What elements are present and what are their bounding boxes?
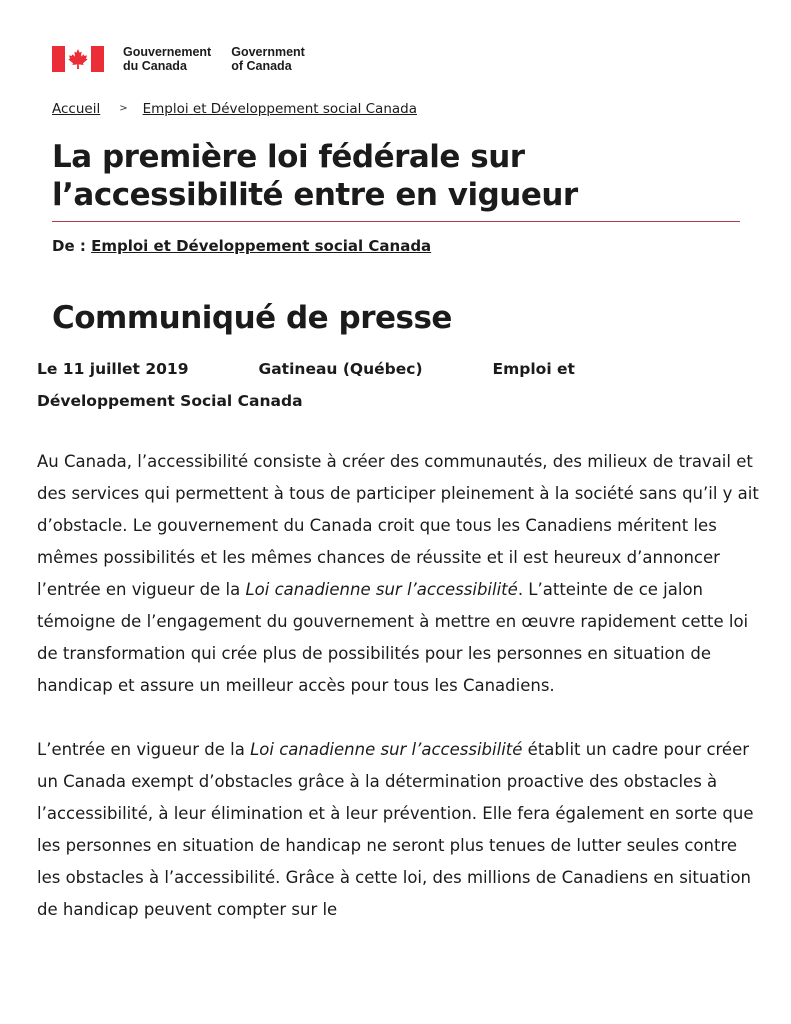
government-signature[interactable] [52,44,305,74]
title-divider [52,221,740,222]
p2-text-end: établit un cadre pour créer un Canada exempt d’obstacles grâce à la détermination proactive des obstacles à l’accessibilité, à leur élimination et à leur prévention. Elle fera également en sorte que les personnes en situation de handicap ne seront plus tenues de lutter seules contre les obstacles à l’accessibilité. Grâce à cette loi, des millions de Canadiens en situation de handicap peuvent compter sur le [37,740,754,919]
signature-french [123,45,211,73]
from-department-link[interactable]: Emploi et Développement social Canada [91,237,432,255]
p2-law-title: Loi canadienne sur l’accessibilité [250,740,523,759]
release-source: Emploi et Développement Social Canada [37,360,575,410]
breadcrumb-department-link[interactable]: Emploi et Développement social Canada [142,101,417,117]
section-title: Communiqué de presse [52,300,452,336]
p1-law-title: Loi canadienne sur l’accessibilité [245,580,518,599]
page-title: La première loi fédérale sur l’accessibilité entre en vigueur [52,139,578,213]
paragraph-2 [37,734,762,926]
canada-flag-icon [52,46,104,72]
release-place: Gatineau (Québec) [258,360,423,378]
p1-text-start: Au Canada, l’accessibilité consiste à créer des communautés, des milieux de travail et des services qui permettent à tous de participer pleinement à la société sans qu’il y ait d’obstacle. Le gouvernement du Canada croit que tous les Canadiens méritent les mêmes possibilités et les mêmes chances de réussite et il est heureux d’annoncer l’entrée en vigueur de la [37,452,759,599]
from-label: De : [52,237,86,255]
breadcrumb-home-link[interactable]: Accueil [52,101,101,117]
signature-en-line2: of Canada [231,59,292,73]
signature-fr-line2: du Canada [123,59,187,73]
dateline [37,353,717,417]
p1-text-end: . L’atteinte de ce jalon témoigne de l’engagement du gouvernement à mettre en œuvre rapidement cette loi de transformation qui crée plus de possibilités pour les personnes en situation de handicap et assure un meilleur accès pour tous les Canadiens. [37,580,749,695]
signature-en-line1: Government [231,45,305,59]
p2-text-start: L’entrée en vigueur de la [37,740,251,759]
release-date: Le 11 juillet 2019 [37,360,189,378]
article-body [37,446,762,958]
signature-english [231,45,305,73]
from-line [52,237,431,255]
breadcrumb [52,101,417,117]
breadcrumb-separator: > [119,103,128,114]
signature-fr-line1: Gouvernement [123,45,212,59]
paragraph-1 [37,446,762,702]
